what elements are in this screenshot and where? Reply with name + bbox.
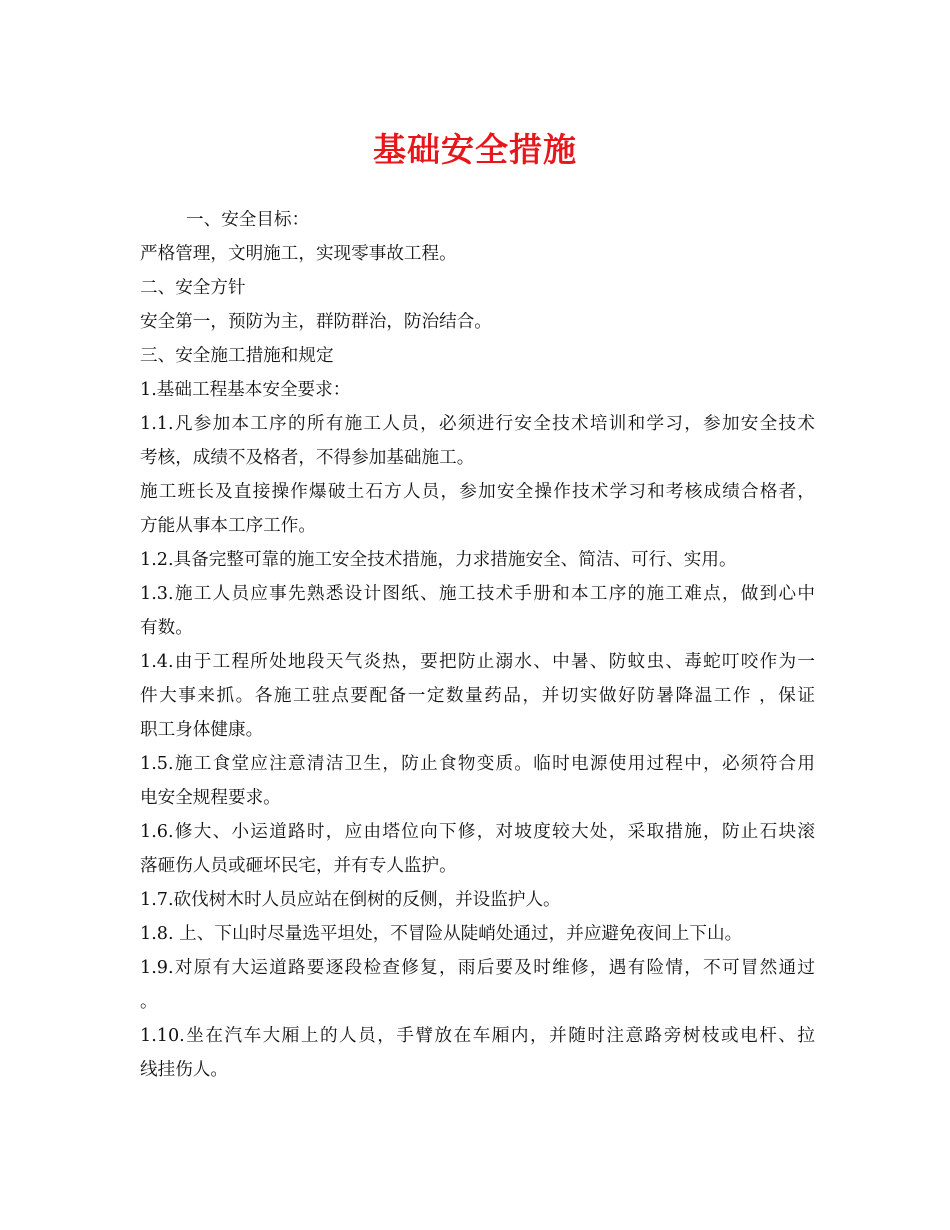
paragraph-line: 1.10.坐在汽车大厢上的人员，手臂放在车厢内，并随时注意路旁树枝或电杆、拉	[140, 1026, 815, 1046]
section-heading-goal: 一、安全目标：	[186, 210, 310, 230]
section-heading-measures: 三、安全施工措施和规定	[140, 346, 334, 366]
subsection-heading: 1.基础工程基本安全要求：	[140, 380, 351, 400]
section-heading-policy: 二、安全方针	[140, 278, 246, 298]
paragraph-line: 严格管理，文明施工，实现零事故工程。	[140, 244, 457, 264]
paragraph-line: 1.3.施工人员应事先熟悉设计图纸、施工技术手册和本工序的施工难点，做到心中	[140, 584, 815, 604]
paragraph-line: 1.9.对原有大运道路要逐段检查修复，雨后要及时维修，遇有险情，不可冒然通过	[140, 958, 815, 978]
paragraph-line: 1.4.由于工程所处地段天气炎热，要把防止溺水、中暑、防蚊虫、毒蛇叮咬作为一	[140, 652, 815, 672]
paragraph-line: 1.7.砍伐树木时人员应站在倒树的反侧，并设监护人。	[140, 890, 561, 910]
paragraph-line: 1.2.具备完整可靠的施工安全技术措施，力求措施安全、简洁、可行、实用。	[140, 550, 737, 570]
document-body	[140, 203, 815, 1087]
paragraph-line: 方能从事本工序工作。	[140, 516, 316, 536]
paragraph-line: 1.6.修大、小运道路时，应由塔位向下修，对坡度较大处，采取措施，防止石块滚	[140, 822, 815, 842]
paragraph-line: 线挂伤人。	[140, 1060, 228, 1080]
paragraph-line: 电安全规程要求。	[140, 788, 281, 808]
paragraph-line: 职工身体健康。	[140, 720, 264, 740]
paragraph-line: 安全第一，预防为主，群防群治，防治结合。	[140, 312, 492, 332]
paragraph-line: 考核，成绩不及格者，不得参加基础施工。	[140, 448, 475, 468]
document-title: 基础安全措施	[373, 130, 577, 169]
paragraph-line: 施工班长及直接操作爆破土石方人员，参加安全操作技术学习和考核成绩合格者，	[140, 482, 815, 502]
paragraph-line: 件大事来抓。各施工驻点要配备一定数量药品，并切实做好防暑降温工作 ，保证	[140, 686, 815, 706]
paragraph-line: 1.1.凡参加本工序的所有施工人员，必须进行安全技术培训和学习，参加安全技术	[140, 414, 815, 434]
paragraph-line: 。	[140, 992, 158, 1012]
paragraph-line: 有数。	[140, 618, 193, 638]
paragraph-line: 落砸伤人员或砸坏民宅，并有专人监护。	[140, 856, 457, 876]
paragraph-line: 1.5.施工食堂应注意清洁卫生，防止食物变质。临时电源使用过程中，必须符合用	[140, 754, 815, 774]
paragraph-line: 1.8. 上、下山时尽量选平坦处，不冒险从陡峭处通过，并应避免夜间上下山。	[140, 924, 743, 944]
